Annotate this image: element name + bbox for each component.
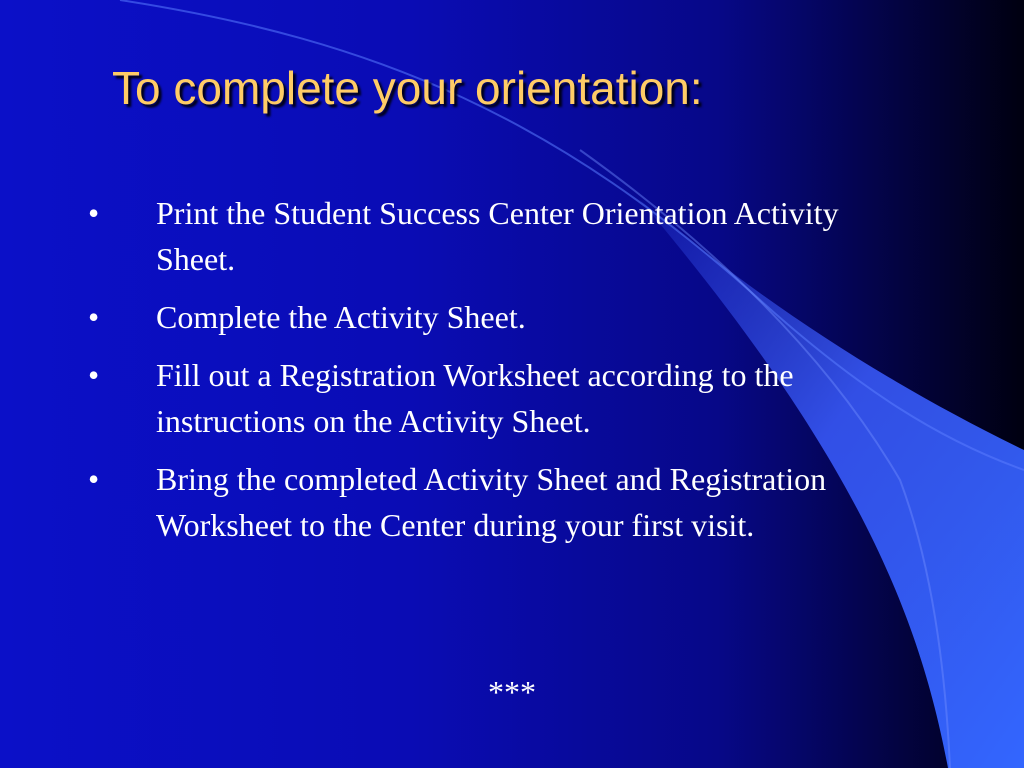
bullet-list	[84, 190, 914, 560]
list-item	[84, 456, 914, 548]
slide-title: To complete your orientation:	[112, 62, 703, 114]
bullet-text: Print the Student Success Center Orientation Activity Sheet.	[156, 195, 839, 277]
bullet-icon: •	[88, 299, 100, 335]
bullet-text: Fill out a Registration Worksheet according to the instructions on the Activity Sheet.	[156, 357, 794, 439]
bullet-icon: •	[88, 195, 100, 231]
list-item	[84, 294, 914, 340]
footer-asterisks: ***	[488, 674, 536, 710]
list-item	[84, 190, 914, 282]
bullet-icon: •	[88, 461, 100, 497]
bullet-text: Bring the completed Activity Sheet and Registration Worksheet to the Center during your first visit.	[156, 461, 827, 543]
bullet-text: Complete the Activity Sheet.	[156, 299, 526, 335]
list-item	[84, 352, 914, 444]
bullet-icon: •	[88, 357, 100, 393]
